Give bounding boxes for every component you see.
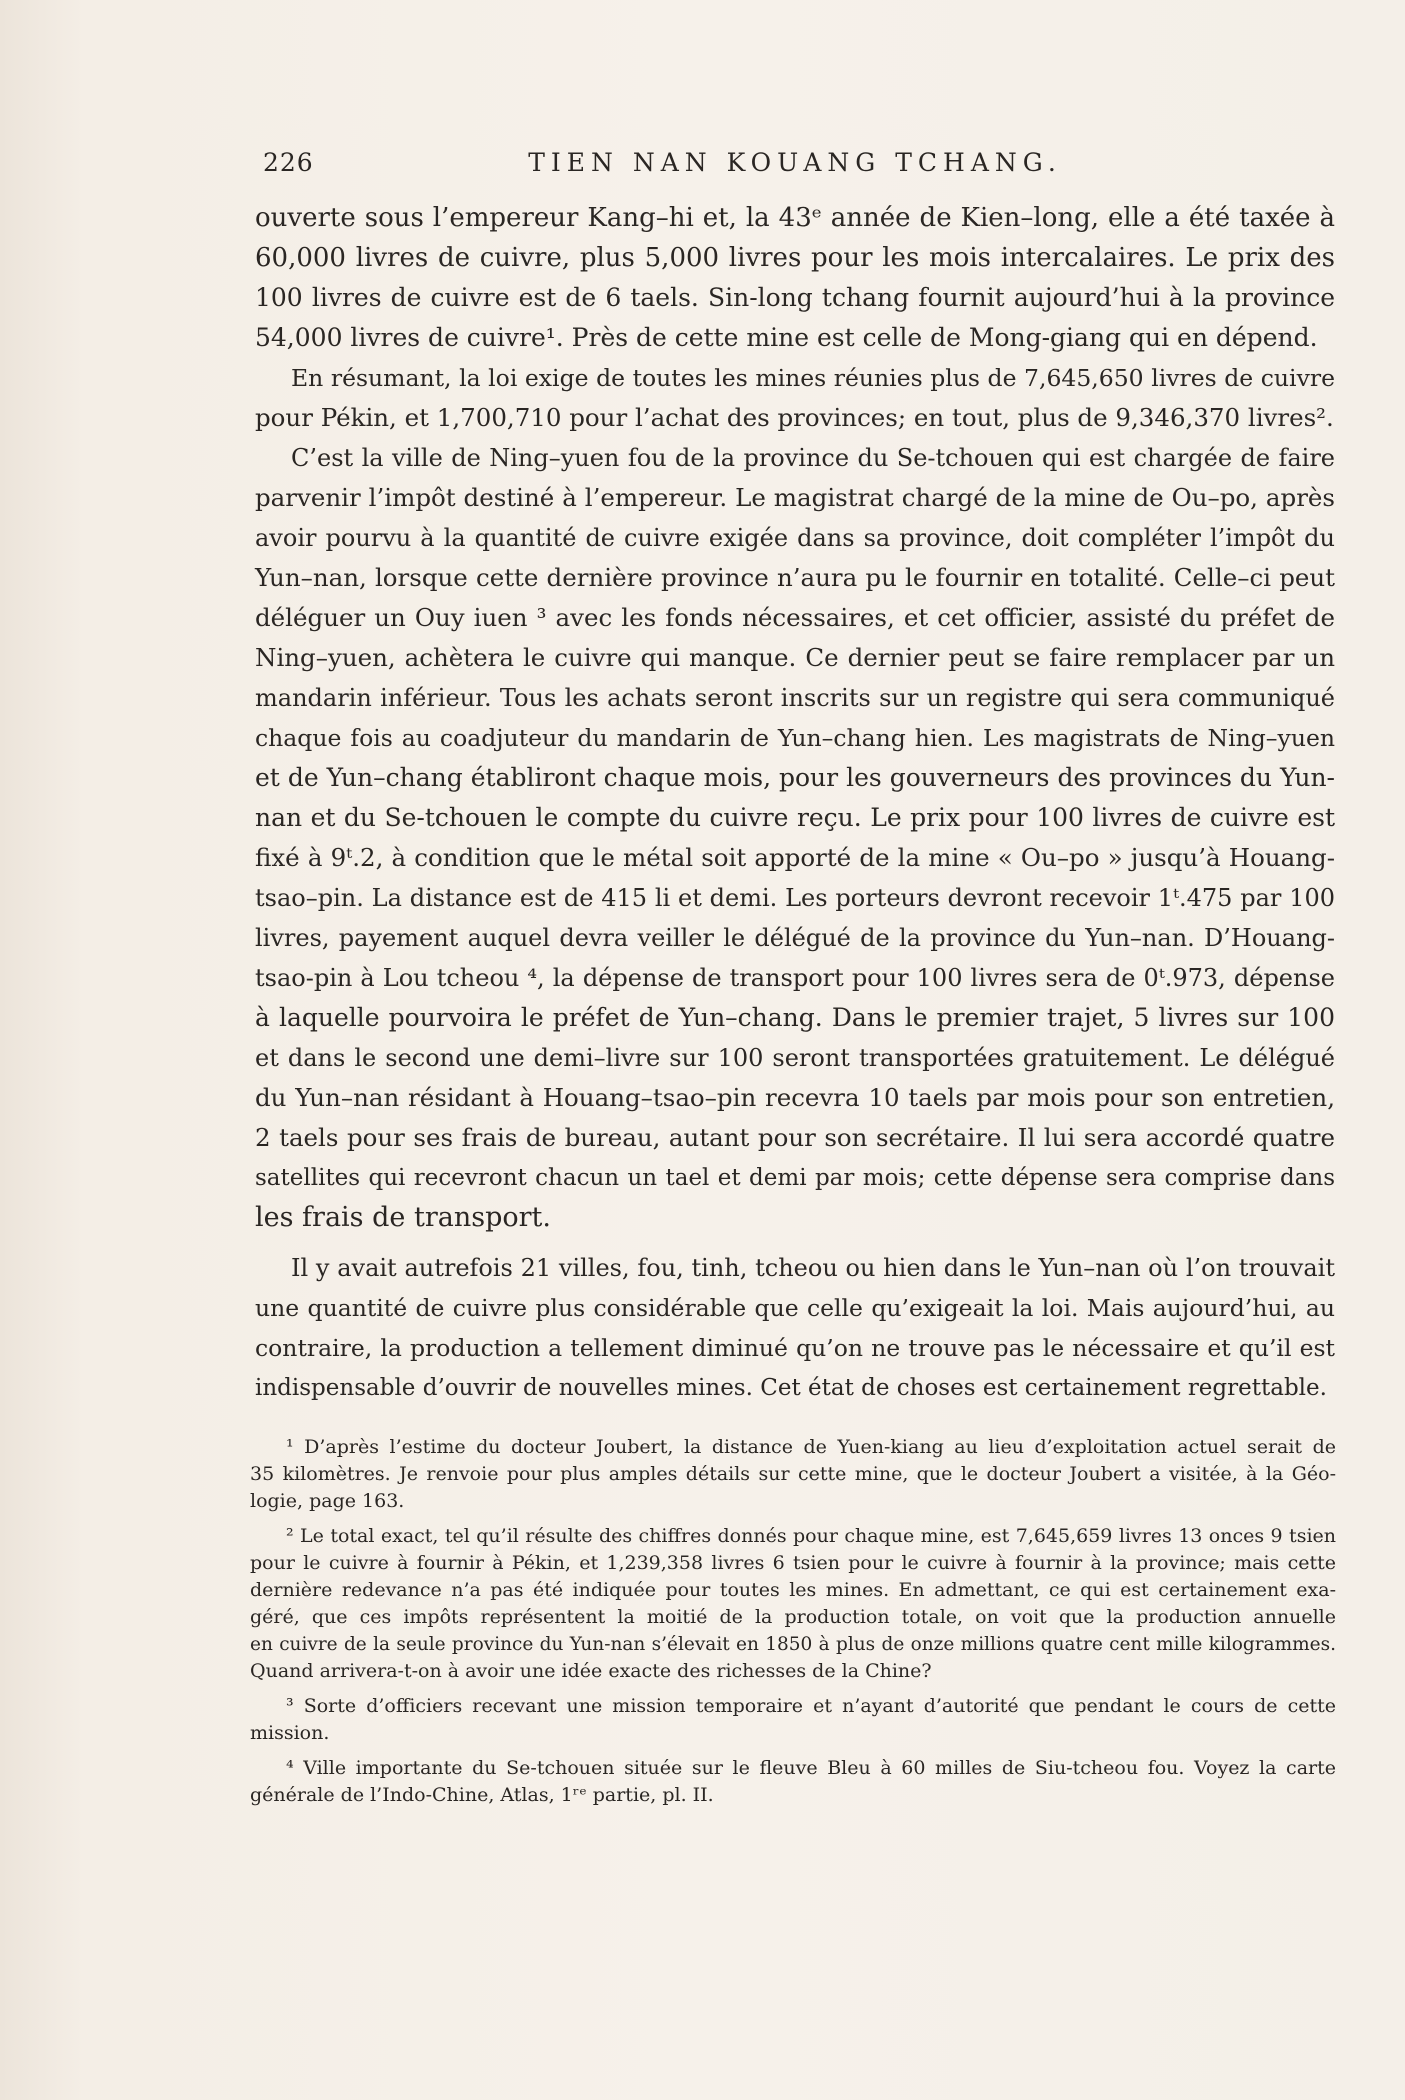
- footnote-line: 35 kilomètres. Je renvoie pour plus amples détails sur cette mine, que le docteur Joubert a visitée, à la Géo-: [250, 1463, 1336, 1485]
- text-line: mandarin inférieur. Tous les achats seront inscrits sur un registre qui sera communiqué: [255, 684, 1335, 712]
- text-line: C’est la ville de Ning–yuen fou de la province du Se-tchouen qui est chargée de faire: [291, 444, 1335, 472]
- text-line: Ning–yuen, achètera le cuivre qui manque. Ce dernier peut se faire remplacer par un: [255, 643, 1335, 672]
- text-line: les frais de transport.: [255, 1202, 551, 1233]
- footnotes: [250, 1434, 1336, 1809]
- text-line: et dans le second une demi–livre sur 100 seront transportées gratuitement. Le délégué: [255, 1044, 1335, 1072]
- text-line: et de Yun–chang établiront chaque mois, pour les gouverneurs des provinces du Yun-: [255, 763, 1335, 792]
- footnote-line: générale de l’Indo-Chine, Atlas, 1ʳᵉ partie, pl. II.: [250, 1784, 714, 1806]
- footnote-line: en cuivre de la seule province du Yun-nan s’élevait en 1850 à plus de onze millions quatre cent mille kilogrammes.: [250, 1634, 1336, 1655]
- text-line: 2 taels pour ses frais de bureau, autant pour son secrétaire. Il lui sera accordé quatre: [255, 1123, 1335, 1152]
- footnote-gap: [250, 1685, 1336, 1693]
- footnote-line: ⁴ Ville importante du Se-tchouen située sur le fleuve Bleu à 60 milles de Siu-tcheou fou. Voyez la carte: [286, 1757, 1336, 1779]
- footnote-line: ¹ D’après l’estime du docteur Joubert, la distance de Yuen-kiang au lieu d’exploitation actuel serait de: [286, 1436, 1336, 1458]
- text-line: 60,000 livres de cuivre, plus 5,000 livres pour les mois intercalaires. Le prix des: [255, 243, 1335, 273]
- footnote-gap: [250, 1747, 1336, 1755]
- text-line: contraire, la production a tellement diminué qu’on ne trouve pas le nécessaire et qu’il est: [255, 1334, 1335, 1362]
- text-line: parvenir l’impôt destiné à l’empereur. Le magistrat chargé de la mine de Ou–po, après: [255, 483, 1335, 512]
- text-line: pour Pékin, et 1,700,710 pour l’achat des provinces; en tout, plus de 9,346,370 livres².: [255, 403, 1334, 432]
- text-line: ouverte sous l’empereur Kang–hi et, la 43ᵉ année de Kien–long, elle a été taxée à: [255, 203, 1335, 233]
- text-line: Il y avait autrefois 21 villes, fou, tinh, tcheou ou hien dans le Yun–nan où l’on trouvait: [291, 1254, 1335, 1282]
- text-line: une quantité de cuivre plus considérable que celle qu’exigeait la loi. Mais aujourd’hui, au: [255, 1294, 1335, 1322]
- footnote-line: ² Le total exact, tel qu’il résulte des chiffres donnés pour chaque mine, est 7,645,659 livres 13 onces 9 tsien: [286, 1525, 1336, 1547]
- text-line: Yun–nan, lorsque cette dernière province n’aura pu le fournir en totalité. Celle–ci peut: [255, 563, 1335, 592]
- running-title: TIEN NAN KOUANG TCHANG.: [528, 148, 1062, 177]
- text-line: indispensable d’ouvrir de nouvelles mines. Cet état de choses est certainement regrettable.: [255, 1375, 1327, 1401]
- paragraph-gap: [255, 1238, 1335, 1248]
- text-line: satellites qui recevront chacun un tael et demi par mois; cette dépense sera comprise dans: [255, 1165, 1335, 1191]
- text-line: tsao-pin à Lou tcheou ⁴, la dépense de transport pour 100 livres sera de 0ᵗ.973, dépense: [255, 964, 1335, 992]
- text-line: avoir pourvu à la quantité de cuivre exigée dans sa province, doit compléter l’impôt du: [255, 524, 1335, 552]
- text-line: déléguer un Ouy iuen ³ avec les fonds nécessaires, et cet officier, assisté du préfet de: [255, 603, 1335, 632]
- text-line: 54,000 livres de cuivre¹. Près de cette mine est celle de Mong-giang qui en dépend.: [255, 323, 1318, 352]
- text-line: tsao–pin. La distance est de 415 li et demi. Les porteurs devront recevoir 1ᵗ.475 par 100: [255, 884, 1335, 912]
- text-line: 100 livres de cuivre est de 6 taels. Sin-long tchang fournit aujourd’hui à la province: [255, 283, 1335, 312]
- footnote-line: pour le cuivre à fournir à Pékin, et 1,239,358 livres 6 tsien pour le cuivre à fournir à la province; mais cette: [250, 1552, 1336, 1574]
- footnote-gap: [250, 1515, 1336, 1523]
- text-line: du Yun–nan résidant à Houang–tsao–pin recevra 10 taels par mois pour son entretien,: [255, 1083, 1335, 1112]
- page-number: 226: [263, 148, 314, 177]
- footnote-line: Quand arrivera-t-on à avoir une idée exacte des richesses de la Chine?: [250, 1660, 932, 1682]
- text-line: livres, payement auquel devra veiller le délégué de la province du Yun–nan. D’Houang-: [255, 924, 1335, 952]
- text-line: nan et du Se-tchouen le compte du cuivre reçu. Le prix pour 100 livres de cuivre est: [255, 803, 1335, 832]
- footnote-line: mission.: [250, 1722, 330, 1744]
- text-line: fixé à 9ᵗ.2, à condition que le métal soit apporté de la mine « Ou–po » jusqu’à Houang-: [255, 843, 1335, 872]
- footnote-line: ³ Sorte d’officiers recevant une mission temporaire et n’ayant d’autorité que pendant le cours de cette: [286, 1695, 1336, 1717]
- footnote-line: dernière redevance n’a pas été indiquée pour toutes les mines. En admettant, ce qui est certainement exa-: [250, 1579, 1336, 1601]
- body-text: [255, 198, 1335, 1408]
- footnote-line: géré, que ces impôts représentent la moitié de la production totale, on voit que la production annuelle: [250, 1606, 1336, 1628]
- text-line: à laquelle pourvoira le préfet de Yun–chang. Dans le premier trajet, 5 livres sur 100: [255, 1003, 1335, 1032]
- text-line: En résumant, la loi exige de toutes les mines réunies plus de 7,645,650 livres de cuivre: [291, 364, 1335, 392]
- text-line: chaque fois au coadjuteur du mandarin de Yun–chang hien. Les magistrats de Ning–yuen: [255, 724, 1335, 752]
- footnote-line: logie, page 163.: [250, 1490, 405, 1512]
- running-head: [255, 148, 1335, 188]
